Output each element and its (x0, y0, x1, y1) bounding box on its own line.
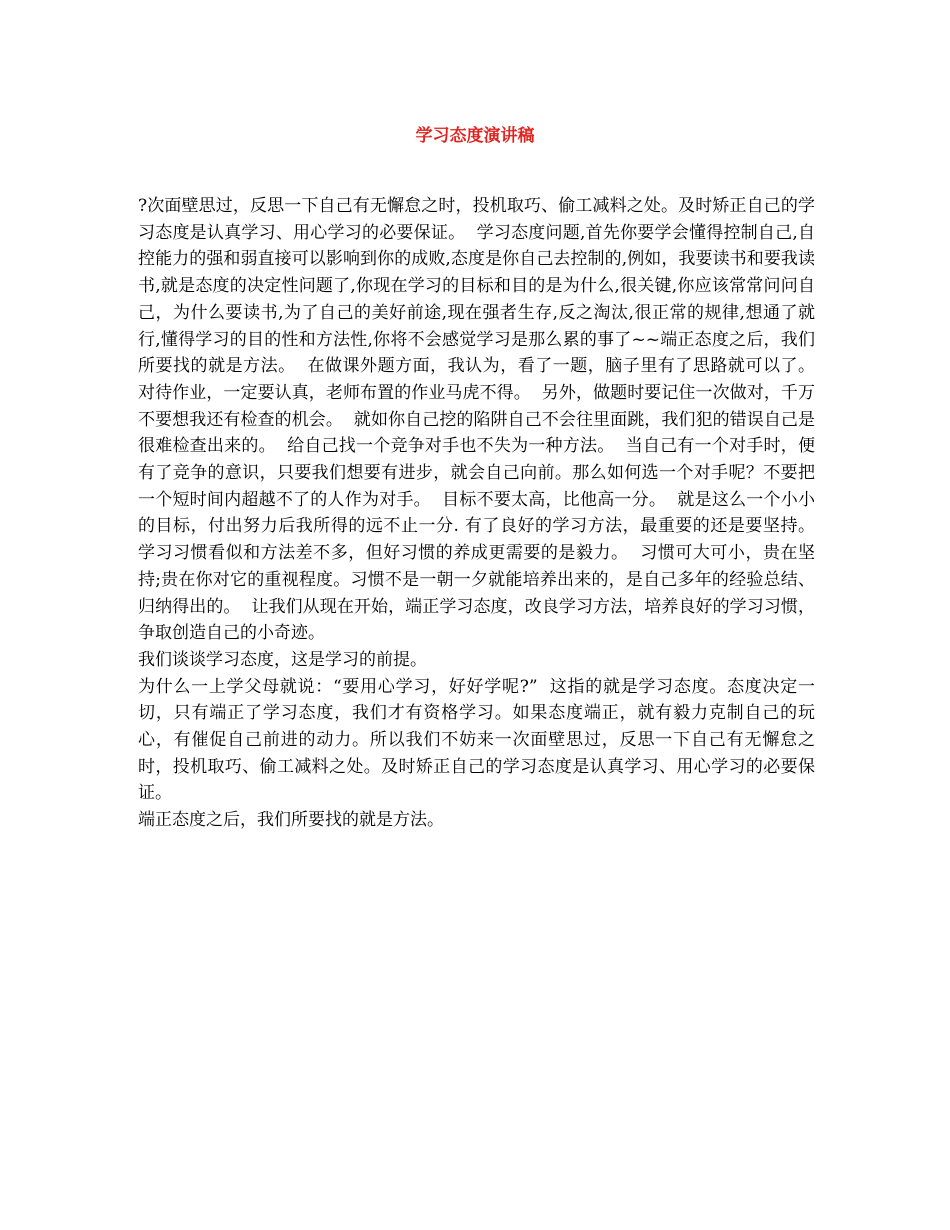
paragraph-1: ?次面壁思过，反思一下自己有无懈怠之时，投机取巧、偷工减料之处。及时矫正自己的学习态度是认真学习、用心学习的必要保证。 学习态度问题,首先你要学会懂得控制自己,自控能力的强和弱直接可以影响到你的成败,态度是你自己去控制的,例如，我要读书和要我读书,就是态度的决定性问题了,你现在学习的目标和目的是为什么,很关键,你应该常常问问自己，为什么要读书,为了自己的美好前途,现在强者生存,反之淘汰,很正常的规律,想通了就行,懂得学习的目的性和方法性,你将不会感觉学习是那么累的事了~~端正态度之后，我们所要找的就是方法。 在做课外题方面，我认为，看了一题，脑子里有了思路就可以了。 对待作业，一定要认真，老师布置的作业马虎不得。 另外，做题时要记住一次做对，千万不要想我还有检查的机会。 就如你自己挖的陷阱自己不会往里面跳，我们犯的错误自己是很难检查出来的。 给自己找一个竞争对手也不失为一种方法。 当自己有一个对手时，便有了竞争的意识，只要我们想要有进步，就会自己向前。那么如何选一个对手呢？不要把一个短时间内超越不了的人作为对手。 目标不要太高，比他高一分。 就是这么一个小小的目标，付出努力后我所得的远不止一分. 有了良好的学习方法，最重要的还是要坚持。 学习习惯看似和方法差不多，但好习惯的养成更需要的是毅力。 习惯可大可小，贵在坚持;贵在你对它的重视程度。习惯不是一朝一夕就能培养出来的，是自己多年的经验总结、归纳得出的。 让我们从现在开始，端正学习态度，改良学习方法，培养良好的学习习惯，争取创造自己的小奇迹。 (138, 196, 826, 644)
paragraph-3: 为什么一上学父母就说：“要用心学习，好好学呢?” 这指的就是学习态度。态度决定一切，只有端正了学习态度，我们才有资格学习。如果态度端正，就有毅力克制自己的玩心，有催促自己前进的动力。所以我们不妨来一次面壁思过，反思一下自己有无懈怠之时，投机取巧、偷工减料之处。及时矫正自己的学习态度是认真学习、用心学习的必要保证。 (138, 676, 815, 804)
paragraph-4: 端正态度之后，我们所要找的就是方法。 (138, 810, 444, 831)
document-body (138, 193, 826, 834)
document-title: 学习态度演讲稿 (415, 126, 535, 146)
paragraph-2: 我们谈谈学习态度，这是学习的前提。 (138, 649, 427, 670)
